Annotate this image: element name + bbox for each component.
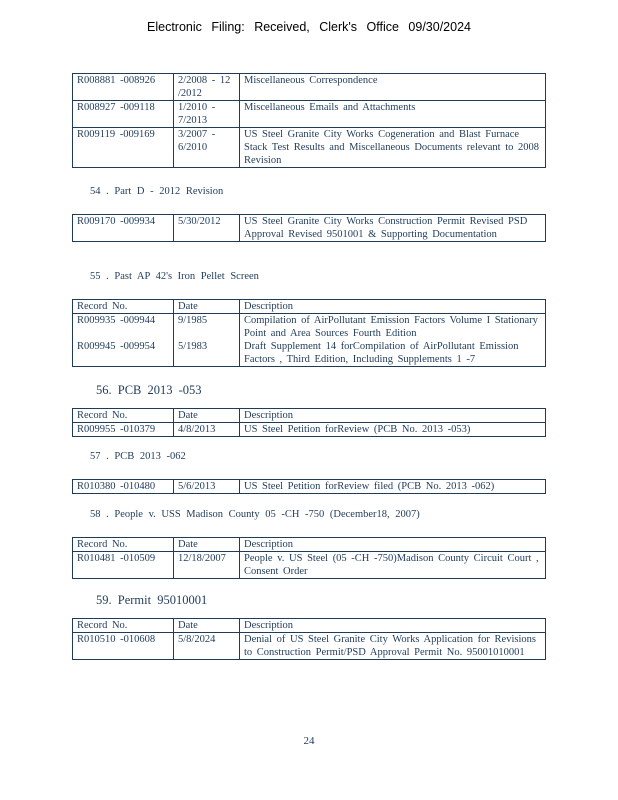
records-table-59 [72, 618, 546, 660]
electronic-filing-header: Electronic Filing: Received, Clerk's Office 09/30/2024 [147, 20, 471, 34]
table-row [73, 480, 546, 494]
records-table-56 [72, 408, 546, 437]
column-header-record: Record No. [73, 409, 174, 423]
page-number: 24 [303, 735, 315, 747]
record-description: Denial of US Steel Granite City Works Application for Revisions to Construction Permit/PSD Approval Permit No. 95001010001 [240, 633, 546, 660]
record-description: Compilation of AirPollutant Emission Factors Volume I Stationary Point and Area Sources Fourth Edition [240, 314, 546, 341]
section-heading-58: 58 . People v. USS Madison County 05 -CH -750 (December18, 2007) [90, 509, 420, 520]
record-description: Draft Supplement 14 forCompilation of AirPollutant Emission Factors , Third Edition, Including Supplements 1 -7 [240, 340, 546, 367]
column-header-description: Description [240, 300, 546, 314]
column-header-date: Date [174, 619, 240, 633]
section-heading-54: 54 . Part D - 2012 Revision [90, 186, 224, 197]
record-date: 12/18/2007 [174, 552, 240, 579]
table-header-row [73, 300, 546, 314]
records-table-54 [72, 214, 546, 242]
column-header-description: Description [240, 409, 546, 423]
records-table-55 [72, 299, 546, 367]
record-description: US Steel Petition forReview (PCB No. 2013 -053) [240, 423, 546, 437]
record-range: R010510 -010608 [73, 633, 174, 660]
column-header-description: Description [240, 619, 546, 633]
column-header-date: Date [174, 538, 240, 552]
record-description: Miscellaneous Emails and Attachments [240, 101, 546, 128]
section-heading-55: 55 . Past AP 42's Iron Pellet Screen [90, 271, 259, 282]
record-range: R009955 -010379 [73, 423, 174, 437]
table-row [73, 314, 546, 341]
record-date: 5/1983 [174, 340, 240, 367]
table-header-row [73, 619, 546, 633]
table-header-row [73, 409, 546, 423]
record-date: 4/8/2013 [174, 423, 240, 437]
record-range: R009945 -009954 [73, 340, 174, 367]
column-header-record: Record No. [73, 300, 174, 314]
record-date: 5/8/2024 [174, 633, 240, 660]
record-date: 2/2008 - 12 /2012 [174, 74, 240, 101]
table-row [73, 423, 546, 437]
record-range: R009170 -009934 [73, 215, 174, 242]
table-row [73, 74, 546, 101]
table-row [73, 128, 546, 168]
column-header-date: Date [174, 409, 240, 423]
section-heading-56: 56. PCB 2013 -053 [96, 383, 202, 397]
record-description: US Steel Granite City Works Cogeneration and Blast Furnace Stack Test Results and Miscellaneous Documents relevant to 2008 Revision [240, 128, 546, 168]
record-range: R010380 -010480 [73, 480, 174, 494]
record-description: US Steel Petition forReview filed (PCB No. 2013 -062) [240, 480, 546, 494]
record-date: 1/2010 - 7/2013 [174, 101, 240, 128]
records-table-57 [72, 479, 546, 494]
records-table-continued [72, 73, 546, 168]
table-row [73, 101, 546, 128]
records-table-58 [72, 537, 546, 579]
record-range: R009935 -009944 [73, 314, 174, 341]
column-header-record: Record No. [73, 619, 174, 633]
record-range: R009119 -009169 [73, 128, 174, 168]
record-range: R008927 -009118 [73, 101, 174, 128]
column-header-record: Record No. [73, 538, 174, 552]
record-description: US Steel Granite City Works Construction Permit Revised PSD Approval Revised 9501001 & Supporting Documentation [240, 215, 546, 242]
table-header-row [73, 538, 546, 552]
table-row [73, 340, 546, 367]
record-date: 5/6/2013 [174, 480, 240, 494]
column-header-description: Description [240, 538, 546, 552]
record-range: R008881 -008926 [73, 74, 174, 101]
record-range: R010481 -010509 [73, 552, 174, 579]
record-date: 5/30/2012 [174, 215, 240, 242]
section-heading-57: 57 . PCB 2013 -062 [90, 451, 186, 462]
table-row [73, 552, 546, 579]
record-description: People v. US Steel (05 -CH -750)Madison County Circuit Court , Consent Order [240, 552, 546, 579]
table-row [73, 215, 546, 242]
record-date: 9/1985 [174, 314, 240, 341]
column-header-date: Date [174, 300, 240, 314]
record-description: Miscellaneous Correspondence [240, 74, 546, 101]
table-row [73, 633, 546, 660]
record-date: 3/2007 - 6/2010 [174, 128, 240, 168]
section-heading-59: 59. Permit 95010001 [96, 593, 208, 607]
